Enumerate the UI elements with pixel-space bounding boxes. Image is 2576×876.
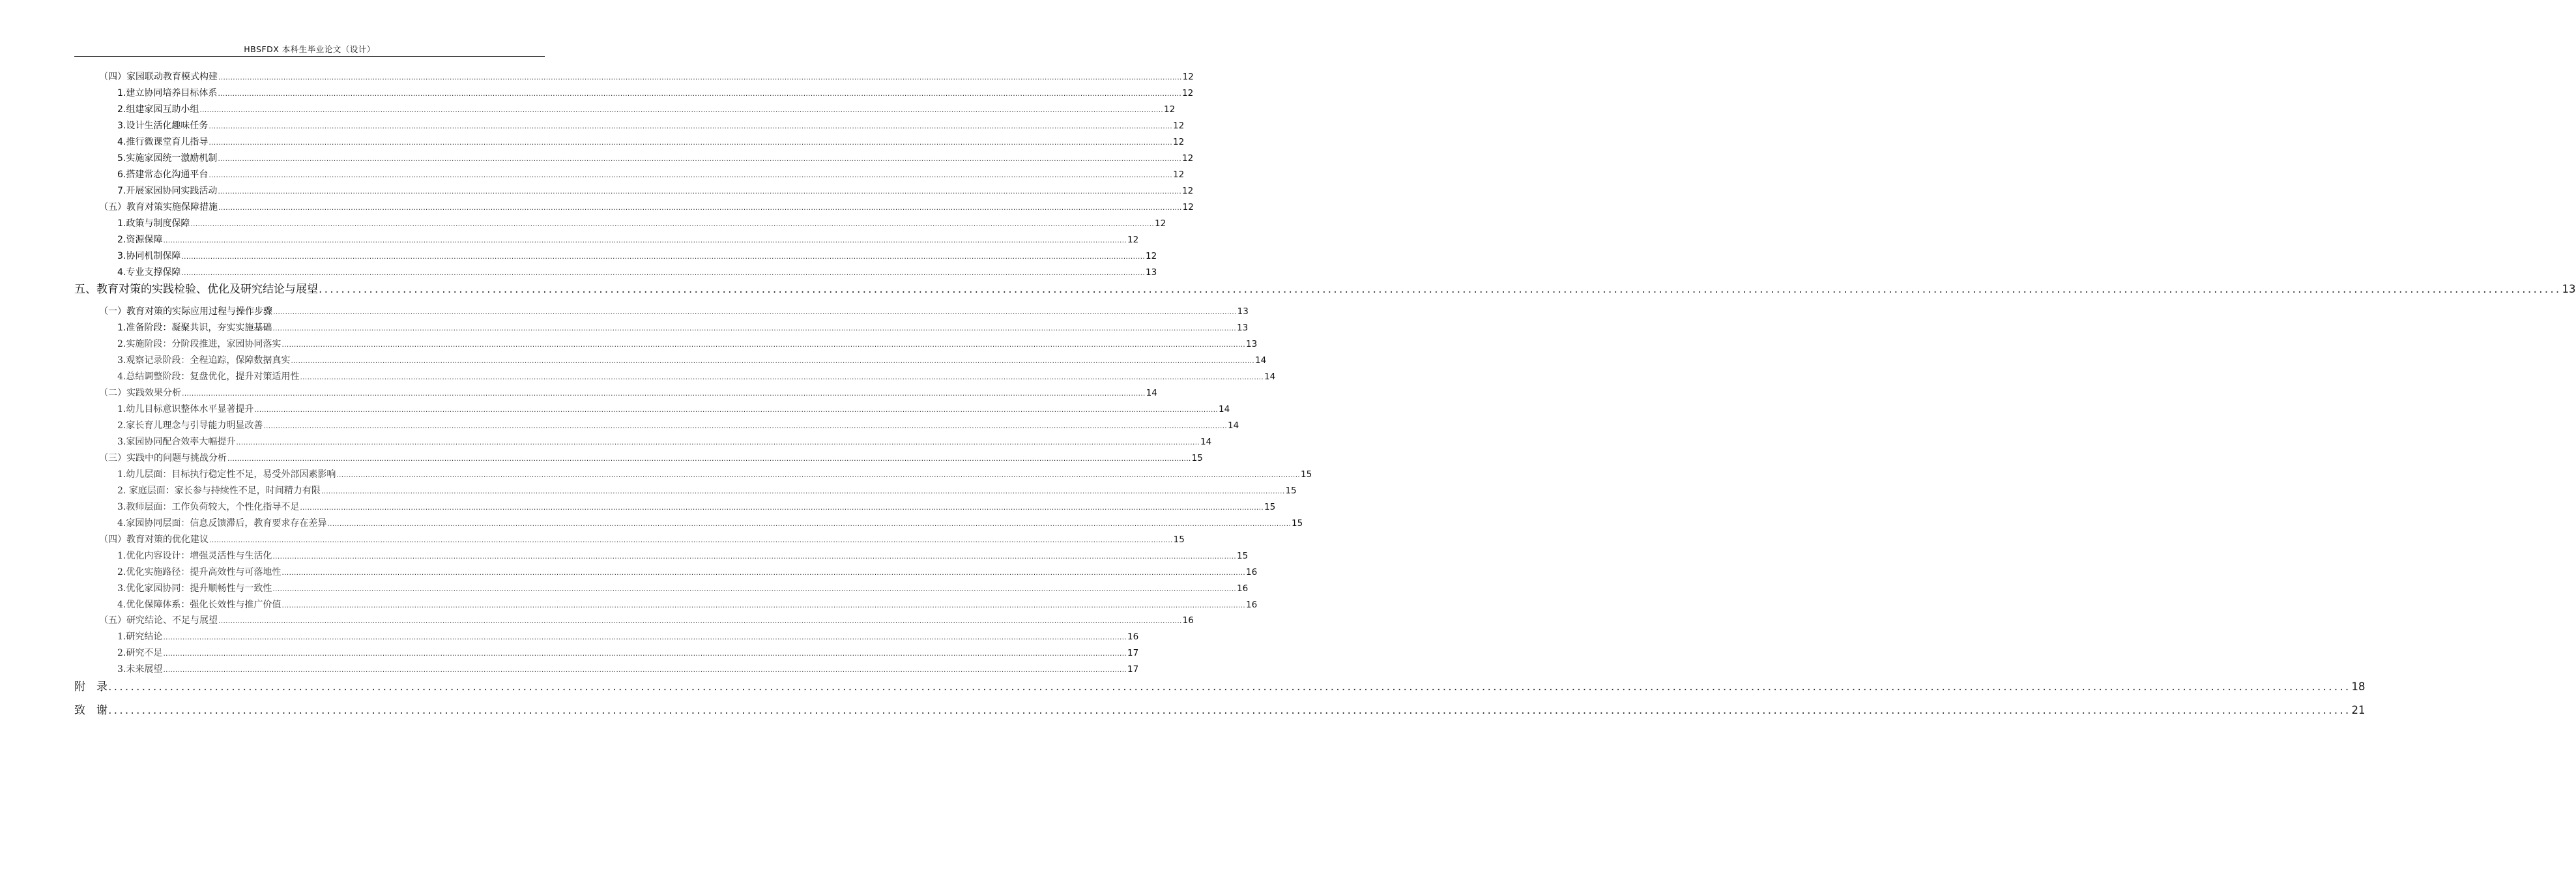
- toc-entry-label: （四）教育对策的优化建议: [99, 534, 209, 545]
- toc-entry-page-number: 12: [1182, 72, 1194, 82]
- toc-entry-label: （四）家园联动教育模式构建: [99, 72, 218, 82]
- toc-entry-page-number: 15: [1301, 469, 1312, 480]
- toc-dot-leader: ................................................................................................................................................................................................................................................................................................................................................................................................................: [182, 389, 1146, 398]
- toc-dot-leader: ................................................................................................................................................................................................................................................................................................................................................................................................................: [199, 106, 1163, 114]
- toc-entry-page-number: 17: [1127, 648, 1139, 658]
- toc-dot-leader: ................................................................................................................................................................................................................................................................................................................................................................................................................: [300, 503, 1264, 512]
- toc-entry-label: 2.家长育儿理念与引导能力明显改善: [117, 420, 263, 431]
- toc-dot-leader: ................................................................................................................................................................................................................................................................................................................................................................................................................: [272, 585, 1236, 593]
- toc-entry-page-number: 12: [1182, 202, 1194, 212]
- toc-entry-page-number: 18: [2351, 680, 2366, 693]
- toc-entry-label: 7.开展家园协同实践活动: [117, 186, 218, 196]
- toc-entry-label: 附 录: [74, 680, 108, 694]
- toc-entry-page-number: 21: [2351, 704, 2366, 716]
- toc-dot-leader: ................................................................................................................................................................................................................................................................................................................................................................................................................: [282, 340, 1245, 349]
- toc-dot-leader: ................................................................................................................................................................................................................................................................................................................................................................................................................: [272, 552, 1236, 561]
- toc-entry[interactable]: [117, 151, 1194, 164]
- toc-entry[interactable]: [74, 701, 2366, 718]
- toc-dot-leader: ................................................................................................................................................................................................................................................................................................................................................................................................................: [209, 122, 1172, 130]
- toc-entry-label: 1.优化内容设计：增强灵活性与生活化: [117, 551, 272, 561]
- toc-entry-label: 2. 家庭层面：家长参与持续性不足，时间精力有限: [117, 486, 321, 496]
- toc-entry-page-number: 16: [1246, 567, 1258, 577]
- toc-entry[interactable]: [117, 184, 1194, 197]
- toc-entry-label: （一）教育对策的实际应用过程与操作步骤: [99, 306, 272, 317]
- toc-entry-label: （五）教育对策实施保障措施: [99, 202, 218, 212]
- toc-entry-label: 3.观察记录阶段：全程追踪，保障数据真实: [117, 355, 291, 366]
- toc-entry-label: 4.专业支撑保障: [117, 267, 181, 278]
- toc-dot-leader: ................................................................................................................................................................................................................................................................................................................................................................................................................: [163, 633, 1127, 641]
- toc-entry-label: 2.研究不足: [117, 648, 163, 658]
- toc-entry[interactable]: [117, 581, 1249, 594]
- toc-entry[interactable]: [117, 484, 1297, 497]
- toc-entry-label: 6.搭建常态化沟通平台: [117, 169, 209, 180]
- toc-dot-leader: ................................................................................................................................................................................................................................................................................................................................................................................................................: [319, 283, 2562, 296]
- toc-entry-page-number: 12: [1182, 88, 1194, 98]
- toc-dot-leader: ................................................................................................................................................................................................................................................................................................................................................................................................................: [108, 680, 2351, 694]
- toc-entry-label: 3.家园协同配合效率大幅提升: [117, 437, 236, 447]
- toc-entry-page-number: 14: [1255, 355, 1267, 366]
- toc-entry[interactable]: [117, 265, 1157, 278]
- toc-entry-page-number: 12: [1182, 153, 1194, 164]
- toc-entry[interactable]: [99, 451, 1203, 464]
- toc-entry-page-number: 13: [1237, 306, 1249, 317]
- toc-entry-label: 3.设计生活化趣味任务: [117, 121, 209, 131]
- toc-entry-label: 2.组建家园互助小组: [117, 104, 199, 115]
- toc-entry-page-number: 15: [1285, 486, 1297, 496]
- toc-entry-label: 2.实施阶段：分阶段推进，家园协同落实: [117, 339, 282, 349]
- toc-entry-label: 2.资源保障: [117, 235, 163, 245]
- toc-entry-page-number: 14: [1146, 388, 1157, 398]
- toc-dot-leader: ................................................................................................................................................................................................................................................................................................................................................................................................................: [263, 422, 1227, 430]
- toc-dot-leader: ................................................................................................................................................................................................................................................................................................................................................................................................................: [163, 665, 1127, 674]
- toc-entry-label: 致 谢: [74, 704, 108, 717]
- toc-dot-leader: ................................................................................................................................................................................................................................................................................................................................................................................................................: [291, 357, 1254, 365]
- toc-entry[interactable]: [117, 370, 1276, 383]
- toc-entry[interactable]: [99, 613, 1194, 626]
- toc-dot-leader: ................................................................................................................................................................................................................................................................................................................................................................................................................: [327, 519, 1291, 528]
- toc-entry-page-number: 14: [1219, 404, 1230, 415]
- toc-entry-label: 3.教师层面：工作负荷较大，个性化指导不足: [117, 502, 300, 512]
- toc-dot-leader: ................................................................................................................................................................................................................................................................................................................................................................................................................: [209, 536, 1173, 544]
- toc-entry[interactable]: [74, 280, 2576, 297]
- toc-dot-leader: ................................................................................................................................................................................................................................................................................................................................................................................................................: [218, 187, 1181, 196]
- toc-entry-label: 五、教育对策的实践检验、优化及研究结论与展望: [74, 283, 318, 296]
- toc-dot-leader: ................................................................................................................................................................................................................................................................................................................................................................................................................: [272, 324, 1236, 332]
- toc-entry[interactable]: [117, 168, 1185, 181]
- toc-dot-leader: ................................................................................................................................................................................................................................................................................................................................................................................................................: [236, 438, 1200, 446]
- toc-dot-leader: ................................................................................................................................................................................................................................................................................................................................................................................................................: [282, 568, 1245, 577]
- toc-entry-page-number: 12: [1146, 251, 1157, 261]
- toc-entry[interactable]: [117, 646, 1139, 659]
- toc-dot-leader: ................................................................................................................................................................................................................................................................................................................................................................................................................: [163, 236, 1127, 244]
- toc-entry[interactable]: [117, 418, 1239, 431]
- toc-entry-page-number: 12: [1164, 104, 1176, 115]
- toc-entry[interactable]: [117, 630, 1139, 643]
- toc-dot-leader: ................................................................................................................................................................................................................................................................................................................................................................................................................: [300, 373, 1264, 381]
- toc-entry[interactable]: [117, 353, 1267, 366]
- toc-dot-leader: ................................................................................................................................................................................................................................................................................................................................................................................................................: [218, 89, 1181, 98]
- toc-entry[interactable]: [99, 70, 1194, 83]
- toc-entry-page-number: 13: [1146, 267, 1157, 278]
- toc-entry-page-number: 14: [1264, 372, 1276, 382]
- toc-entry-page-number: 12: [1173, 137, 1185, 147]
- toc-entry[interactable]: [117, 500, 1276, 513]
- toc-entry-label: 3.协同机制保障: [117, 251, 181, 261]
- toc-entry-page-number: 15: [1292, 518, 1303, 529]
- toc-entry-page-number: 13: [1237, 323, 1249, 333]
- toc-dot-leader: ................................................................................................................................................................................................................................................................................................................................................................................................................: [163, 649, 1127, 658]
- toc-entry[interactable]: [117, 565, 1258, 578]
- toc-entry-page-number: 12: [1173, 169, 1185, 180]
- toc-dot-leader: ................................................................................................................................................................................................................................................................................................................................................................................................................: [181, 269, 1145, 277]
- toc-entry-page-number: 15: [1264, 502, 1276, 512]
- toc-dot-leader: ................................................................................................................................................................................................................................................................................................................................................................................................................: [218, 154, 1181, 163]
- toc-entry-label: 4.优化保障体系：强化长效性与推广价值: [117, 600, 282, 610]
- toc-dot-leader: ................................................................................................................................................................................................................................................................................................................................................................................................................: [209, 138, 1172, 147]
- toc-entry-page-number: 12: [1155, 218, 1166, 229]
- toc-entry-page-number: 14: [1200, 437, 1212, 447]
- toc-entry-page-number: 16: [1127, 632, 1139, 642]
- toc-entry[interactable]: [74, 677, 2366, 694]
- toc-entry-label: （三）实践中的问题与挑战分析: [99, 453, 227, 463]
- toc-entry-page-number: 13: [2562, 283, 2576, 295]
- toc-entry-label: 5.实施家园统一激励机制: [117, 153, 218, 164]
- toc-dot-leader: ................................................................................................................................................................................................................................................................................................................................................................................................................: [190, 220, 1154, 228]
- toc-entry-label: （二）实践效果分析: [99, 388, 181, 398]
- toc-entry[interactable]: [99, 200, 1194, 213]
- toc-entry[interactable]: [117, 86, 1194, 99]
- toc-entry-label: 3.优化家园协同：提升顺畅性与一致性: [117, 583, 272, 594]
- toc-entry[interactable]: [117, 216, 1166, 229]
- toc-entry[interactable]: [117, 467, 1312, 480]
- toc-entry[interactable]: [117, 135, 1185, 148]
- toc-entry-page-number: 13: [1246, 339, 1258, 349]
- toc-entry-label: 1.建立协同培养目标体系: [117, 88, 218, 98]
- toc-entry-page-number: 17: [1127, 664, 1139, 675]
- toc-entry[interactable]: [117, 321, 1249, 334]
- toc-dot-leader: ................................................................................................................................................................................................................................................................................................................................................................................................................: [254, 405, 1218, 414]
- toc-entry-label: 1.准备阶段：凝聚共识，夯实实施基础: [117, 323, 272, 333]
- toc-entry-label: 1.幼儿目标意识整体水平显著提升: [117, 404, 254, 415]
- toc-entry-label: （五）研究结论、不足与展望: [99, 615, 218, 626]
- toc-dot-leader: ................................................................................................................................................................................................................................................................................................................................................................................................................: [218, 73, 1182, 81]
- toc-entry-page-number: 15: [1173, 534, 1185, 545]
- toc-entry-page-number: 15: [1237, 551, 1249, 561]
- toc-dot-leader: ................................................................................................................................................................................................................................................................................................................................................................................................................: [273, 308, 1237, 316]
- toc-entry-label: 2.优化实施路径：提升高效性与可落地性: [117, 567, 282, 577]
- toc-entry[interactable]: [99, 386, 1157, 399]
- toc-entry-page-number: 16: [1182, 615, 1194, 626]
- toc-entry[interactable]: [117, 337, 1258, 350]
- toc-dot-leader: ................................................................................................................................................................................................................................................................................................................................................................................................................: [209, 171, 1172, 179]
- toc-entry[interactable]: [117, 402, 1230, 415]
- toc-dot-leader: ................................................................................................................................................................................................................................................................................................................................................................................................................: [108, 704, 2351, 717]
- toc-entry-page-number: 16: [1246, 600, 1258, 610]
- toc-dot-leader: ................................................................................................................................................................................................................................................................................................................................................................................................................: [282, 601, 1245, 609]
- toc-entry-page-number: 14: [1228, 420, 1239, 431]
- toc-entry-label: 1.幼儿层面：目标执行稳定性不足，易受外部因素影响: [117, 469, 336, 480]
- toc-entry[interactable]: [117, 435, 1212, 448]
- toc-entry[interactable]: [99, 533, 1185, 546]
- running-header-title: HBSFDX 本科生毕业论文（设计）: [244, 44, 375, 54]
- toc-dot-leader: ................................................................................................................................................................................................................................................................................................................................................................................................................: [321, 487, 1285, 495]
- toc-entry[interactable]: [117, 119, 1185, 132]
- toc-dot-leader: ................................................................................................................................................................................................................................................................................................................................................................................................................: [218, 617, 1182, 625]
- toc-entry[interactable]: [117, 249, 1157, 262]
- toc-entry-label: 1.政策与制度保障: [117, 218, 190, 229]
- toc-entry[interactable]: [117, 516, 1303, 529]
- toc-entry-label: 4.总结调整阶段：复盘优化，提升对策适用性: [117, 372, 300, 382]
- toc-entry[interactable]: [99, 304, 1249, 317]
- toc-entry-label: 1.研究结论: [117, 632, 163, 642]
- toc-entry[interactable]: [117, 233, 1139, 246]
- toc-dot-leader: ................................................................................................................................................................................................................................................................................................................................................................................................................: [181, 252, 1145, 261]
- toc-dot-leader: ................................................................................................................................................................................................................................................................................................................................................................................................................: [218, 203, 1182, 212]
- toc-entry[interactable]: [117, 549, 1249, 562]
- toc-entry-page-number: 12: [1127, 235, 1139, 245]
- toc-entry-label: 4.家园协同层面：信息反馈滞后，教育要求存在差异: [117, 518, 327, 529]
- toc-entry-page-number: 15: [1191, 453, 1203, 463]
- toc-entry-label: 3.未来展望: [117, 664, 163, 675]
- toc-entry[interactable]: [117, 598, 1258, 611]
- toc-entry-page-number: 12: [1173, 121, 1185, 131]
- toc-entry-page-number: 16: [1237, 583, 1249, 594]
- toc-dot-leader: ................................................................................................................................................................................................................................................................................................................................................................................................................: [336, 471, 1300, 479]
- toc-entry-page-number: 12: [1182, 186, 1194, 196]
- toc-entry[interactable]: [117, 662, 1139, 675]
- toc-entry-label: 4.推行微课堂育儿指导: [117, 137, 209, 147]
- toc-dot-leader: ................................................................................................................................................................................................................................................................................................................................................................................................................: [227, 454, 1191, 463]
- toc-entry[interactable]: [117, 102, 1176, 115]
